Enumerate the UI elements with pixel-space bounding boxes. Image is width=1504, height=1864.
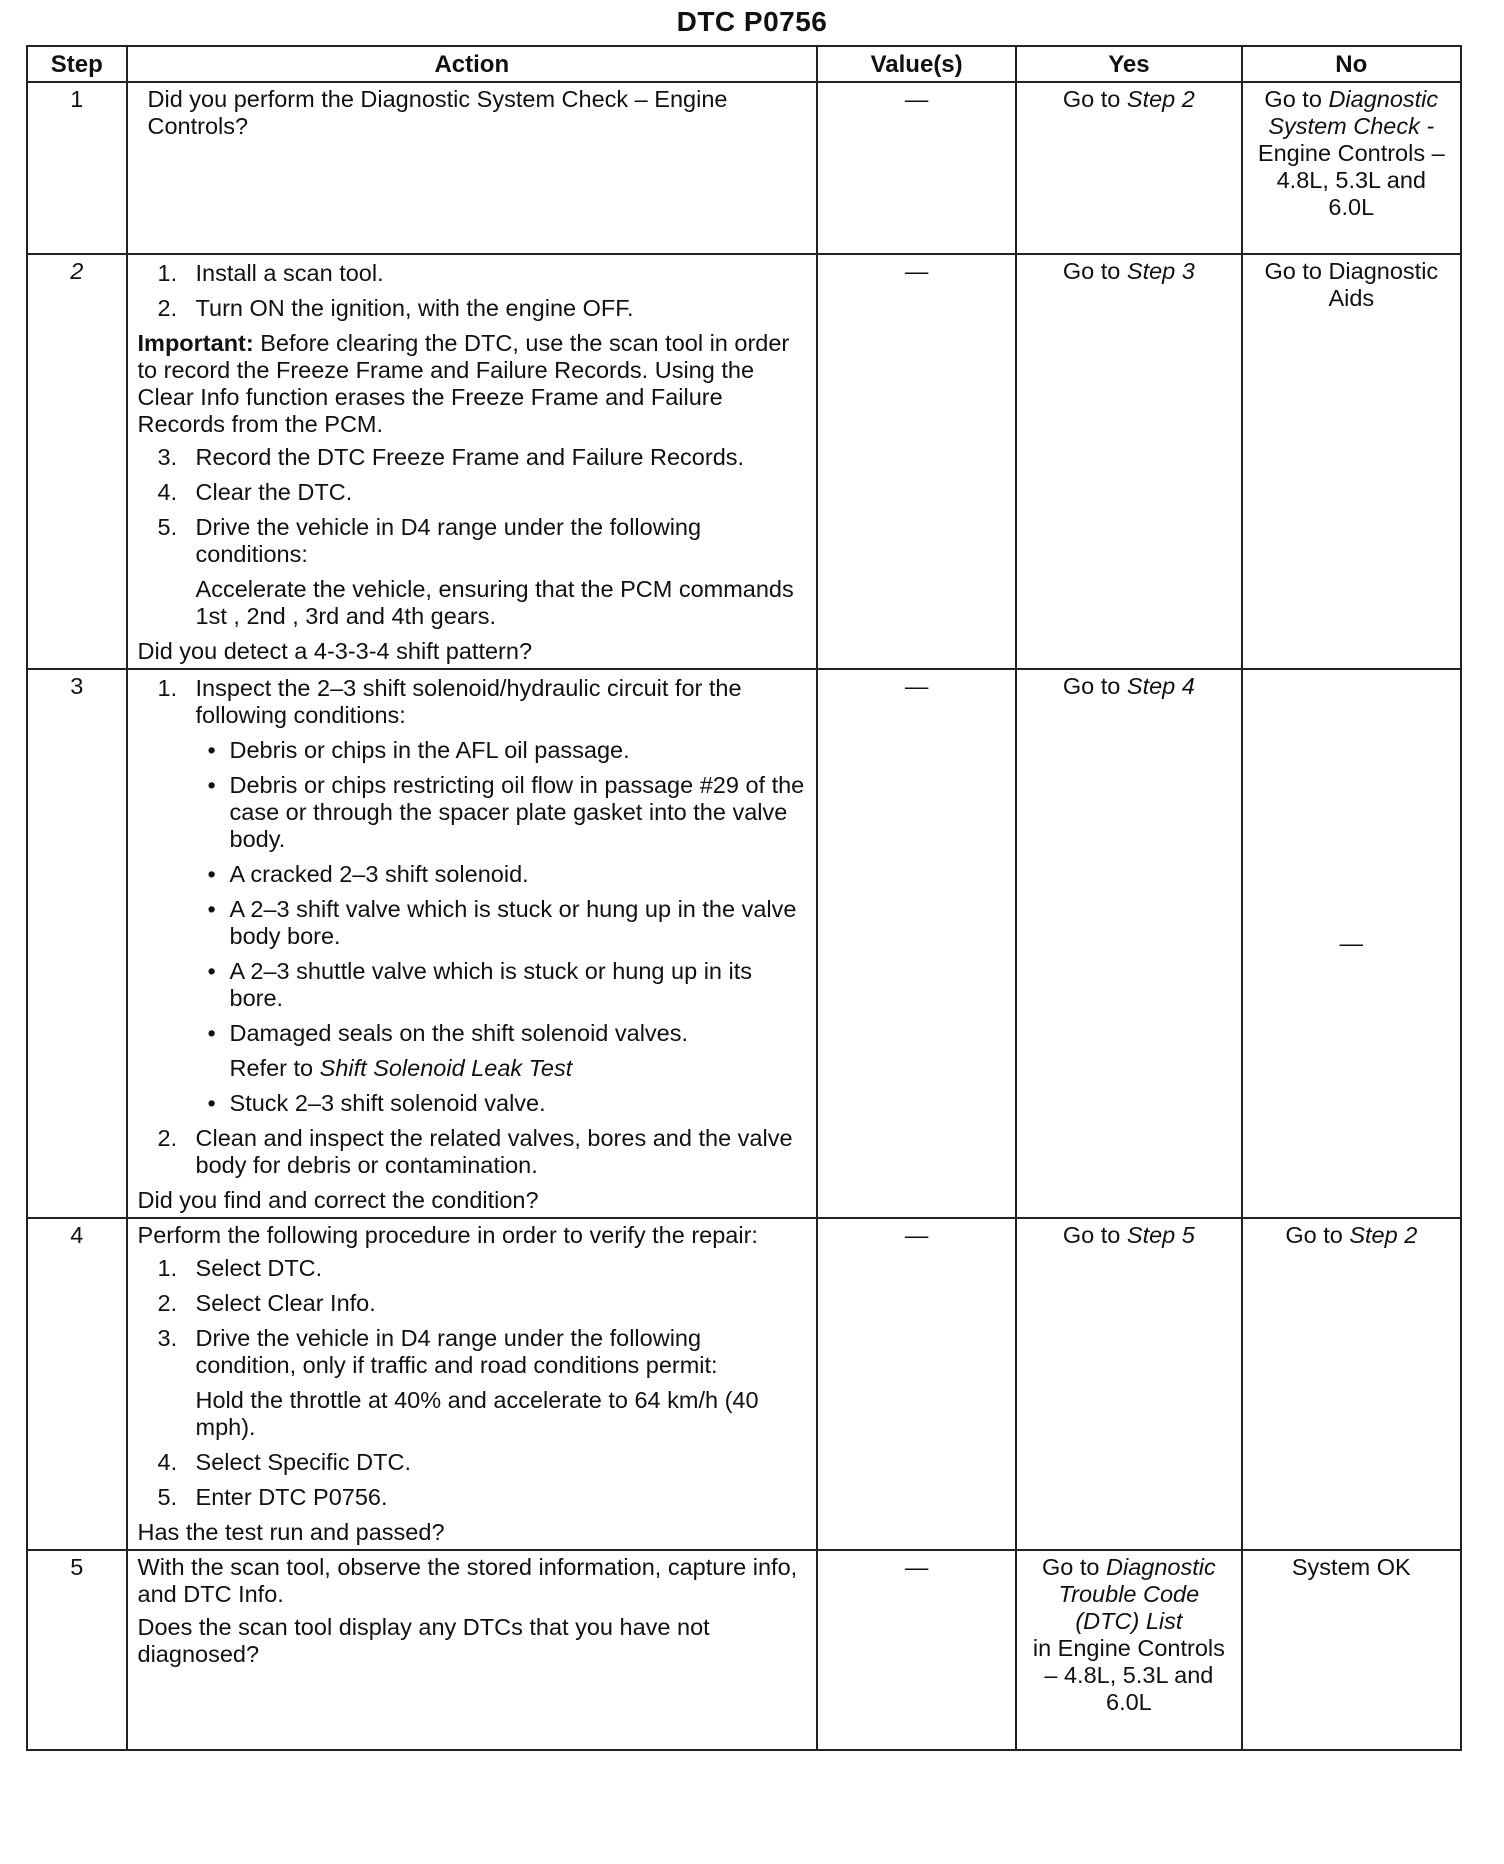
question-text: Did you detect a 4-3-3-4 shift pattern? xyxy=(137,638,533,664)
bullet-item: • Damaged seals on the shift solenoid valves. xyxy=(138,1020,807,1047)
list-item: 1. Install a scan tool. xyxy=(157,260,384,286)
intro-text: Perform the following procedure in order to verify the repair: xyxy=(137,1222,758,1248)
bullet-item: • A 2–3 shuttle valve which is stuck or hung up in its bore. xyxy=(138,958,807,1012)
list-item: 3. Record the DTC Freeze Frame and Failure Records. xyxy=(157,444,745,470)
diagnostic-table xyxy=(26,45,1462,1751)
table-row-step-2 xyxy=(27,254,1461,669)
list-item: 1. Select DTC. xyxy=(157,1255,323,1281)
list-item: 4. Select Specific DTC. xyxy=(157,1449,411,1475)
sub-instruction: Accelerate the vehicle, ensuring that the PCM commands 1st , 2nd , 3rd and 4th gears. xyxy=(195,576,794,629)
yes-link[interactable]: Step 2 xyxy=(1126,86,1195,112)
table-header-row xyxy=(27,46,1461,82)
bullet-item: • Stuck 2–3 shift solenoid valve. xyxy=(138,1090,807,1117)
step-number: 2 xyxy=(70,258,84,284)
important-note xyxy=(138,330,807,438)
list-item: 3. Drive the vehicle in D4 range under the following condition, only if traffic and road conditions permit: xyxy=(157,1325,718,1378)
bullet-item: • A 2–3 shift valve which is stuck or hung up in the valve body bore. xyxy=(138,896,807,950)
yes-link[interactable]: Step 3 xyxy=(1126,258,1195,284)
bullet-item: • Debris or chips restricting oil flow in passage #29 of the case or through the spacer plate gasket into the valve body. xyxy=(138,772,807,853)
value-cell: — xyxy=(817,1218,1016,1550)
yes-link[interactable]: Diagnostic Trouble Code (DTC) List xyxy=(1058,1554,1216,1634)
list-item: 2. Select Clear Info. xyxy=(157,1290,376,1316)
yes-cell xyxy=(1016,82,1241,254)
yes-link[interactable]: Step 4 xyxy=(1126,673,1195,699)
list-item: 2. Clean and inspect the related valves, bores and the valve body for debris or contamination. xyxy=(157,1125,793,1178)
bullet-item: • Debris or chips in the AFL oil passage. xyxy=(138,737,807,764)
yes-link[interactable]: Step 5 xyxy=(1126,1222,1195,1248)
no-suffix: Engine Controls – 4.8L, 5.3L and 6.0L xyxy=(1257,140,1445,220)
yes-cell: Go to Step 5 xyxy=(1016,1218,1241,1550)
yes-cell: Go to Step 4 xyxy=(1016,669,1241,1218)
refer-link[interactable]: Shift Solenoid Leak Test xyxy=(319,1055,573,1081)
action-cell xyxy=(127,1218,818,1550)
list-item: 5. Enter DTC P0756. xyxy=(157,1484,388,1510)
no-cell: System OK xyxy=(1242,1550,1461,1750)
action-cell xyxy=(127,254,818,669)
question-text: Did you find and correct the condition? xyxy=(137,1187,539,1213)
table-row-step-5 xyxy=(27,1550,1461,1750)
header-action: Action xyxy=(127,46,818,82)
action-cell xyxy=(127,1550,818,1750)
value-cell: — xyxy=(817,1550,1016,1750)
refer-note: Refer to Shift Solenoid Leak Test xyxy=(229,1055,573,1081)
header-values: Value(s) xyxy=(817,46,1016,82)
no-cell: Go to Step 2 xyxy=(1242,1218,1461,1550)
question-text: Did you perform the Diagnostic System Check – Engine Controls? xyxy=(147,86,728,139)
question-text: Does the scan tool display any DTCs that you have not diagnosed? xyxy=(137,1614,710,1667)
header-no: No xyxy=(1242,46,1461,82)
instruction-text: With the scan tool, observe the stored information, capture info, and DTC Info. xyxy=(137,1554,798,1607)
no-cell: — xyxy=(1242,669,1461,1218)
sub-instruction: Hold the throttle at 40% and accelerate to 64 km/h (40 mph). xyxy=(195,1387,759,1440)
no-link[interactable]: Diagnostic System Check - xyxy=(1268,86,1439,139)
header-yes: Yes xyxy=(1016,46,1241,82)
action-cell xyxy=(127,669,818,1218)
no-prefix: Go to xyxy=(1264,86,1329,112)
table-row-step-3 xyxy=(27,669,1461,1218)
list-item: 1. Inspect the 2–3 shift solenoid/hydraulic circuit for the following conditions: xyxy=(157,675,742,728)
step-number: 1 xyxy=(27,82,127,254)
no-cell[interactable]: Go to Diagnostic Aids xyxy=(1242,254,1461,669)
yes-suffix: in Engine Controls – 4.8L, 5.3L and 6.0L xyxy=(1032,1635,1225,1715)
step-number: 4 xyxy=(27,1218,127,1550)
list-item: 2. Turn ON the ignition, with the engine OFF. xyxy=(157,295,634,321)
action-cell xyxy=(127,82,818,254)
list-item: 5. Drive the vehicle in D4 range under the following conditions: xyxy=(157,514,702,567)
header-step: Step xyxy=(27,46,127,82)
value-cell: — xyxy=(817,669,1016,1218)
yes-cell: Go to Diagnostic Trouble Code (DTC) List in Engine Controls – 4.8L, 5.3L and 6.0L xyxy=(1016,1550,1241,1750)
bullet-item: • A cracked 2–3 shift solenoid. xyxy=(138,861,807,888)
list-item: 4. Clear the DTC. xyxy=(157,479,353,505)
important-label: Important: xyxy=(137,330,254,356)
yes-cell: Go to Step 3 xyxy=(1016,254,1241,669)
step-number: 3 xyxy=(27,669,127,1218)
table-row-step-4 xyxy=(27,1218,1461,1550)
question-text: Has the test run and passed? xyxy=(137,1519,445,1545)
yes-prefix: Go to xyxy=(1062,86,1127,112)
no-cell xyxy=(1242,82,1461,254)
value-cell: — xyxy=(817,82,1016,254)
step-number: 5 xyxy=(27,1550,127,1750)
page-title: DTC P0756 xyxy=(676,6,828,37)
no-link[interactable]: Step 2 xyxy=(1349,1222,1418,1248)
table-row-step-1 xyxy=(27,82,1461,254)
important-text: Before clearing the DTC, use the scan tool in order to record the Freeze Frame and Failure Records. Using the Clear Info function erases the Freeze Frame and Failure Records from the PCM. xyxy=(137,330,790,437)
value-cell: — xyxy=(817,254,1016,669)
